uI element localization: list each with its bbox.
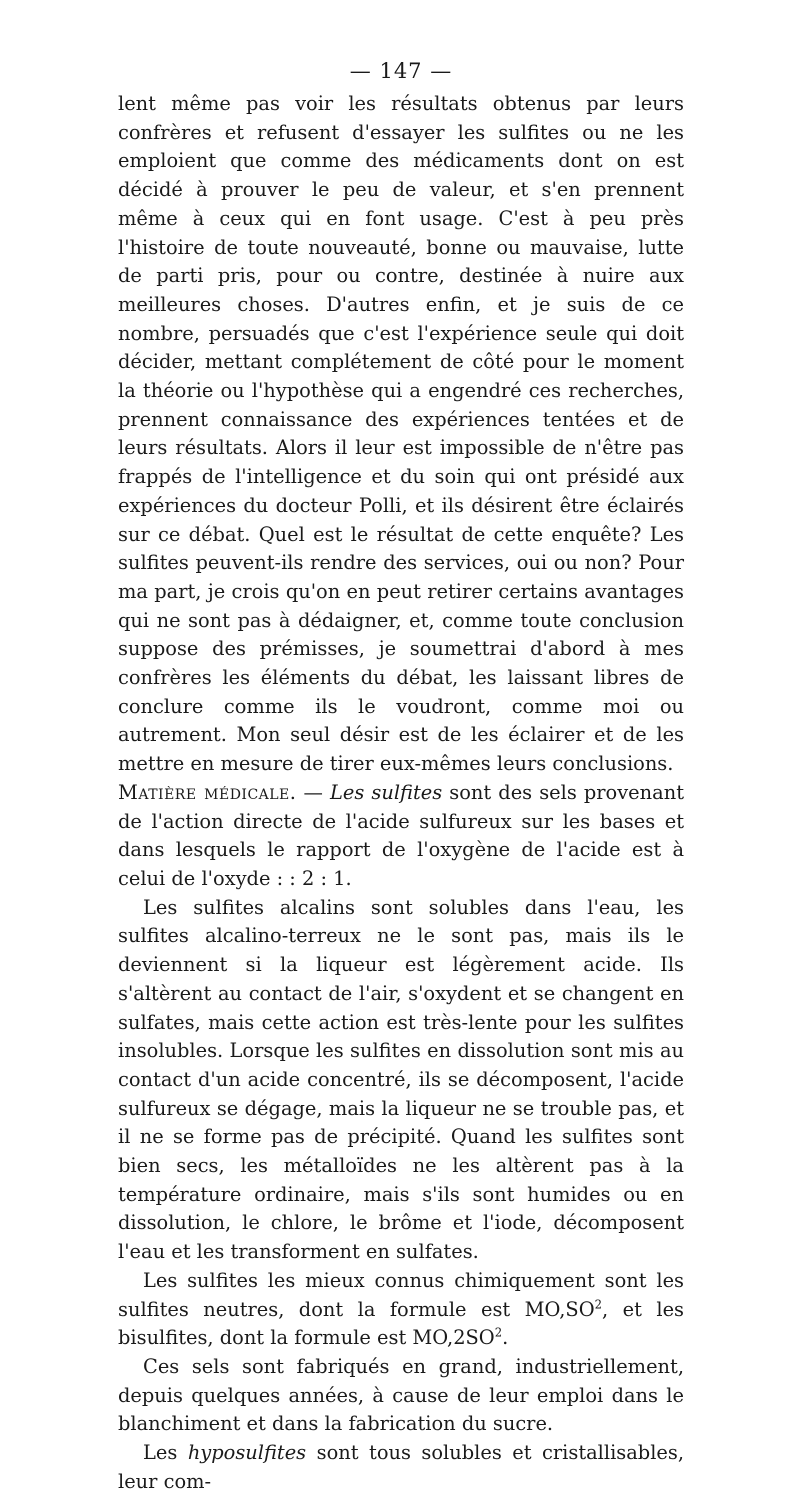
- paragraph-6-text-a: Les: [143, 1441, 188, 1465]
- paragraph-4-text-b: , et les bisulfites, dont la formule est MO,2SO: [118, 1297, 685, 1350]
- heading-dash: —: [296, 780, 331, 804]
- superscript-2: 2: [494, 1325, 503, 1340]
- paragraph-5: Ces sels sont fabriqués en grand, industriellement, depuis quelques années, à cause de leur emploi dans le blanchiment et dans la fabrication du sucre.: [118, 1354, 684, 1436]
- page-number: — 147 —: [349, 59, 453, 83]
- book-page: [118, 56, 684, 1496]
- paragraph-4: [118, 1267, 684, 1353]
- superscript-1: 2: [594, 1297, 603, 1312]
- section-heading: Matière médicale.: [118, 780, 297, 804]
- paragraph-2-text: sont des sels provenant de l'action directe de l'acide sulfureux sur les bases et dans lesquels le rapport de l'oxygène de l'acide est à celui de l'oxyde : : 2 : 1.: [118, 780, 684, 890]
- term-sulfites: Les sulfites: [330, 780, 443, 804]
- paragraph-4-text-a: Les sulfites les mieux connus chimiquement sont les sulfites neutres, dont la formule est MO,SO: [118, 1268, 684, 1321]
- term-hyposulfites: hyposulfites: [187, 1441, 307, 1465]
- paragraph-1: lent même pas voir les résultats obtenus par leurs confrères et refusent d'essayer les sulfites ou ne les emploient que comme des médicaments dont on est décidé à prouver le peu de valeur, et s'en prennent même à ceux qui en font usage. C'est à peu près l'histoire de toute nouveauté, bonne ou mauvaise, lutte de parti pris, pour ou contre, destinée à nuire aux meilleures choses. D'autres enfin, et je suis de ce nombre, persuadés que c'est l'expérience seule qui doit décider, mettant complétement de côté pour le moment la théorie ou l'hypothèse qui a engendré ces recherches, prennent connaissance des expériences tentées et de leurs résultats. Alors il leur est impossible de n'être pas frappés de l'intelligence et du soin qui ont présidé aux expériences du docteur Polli, et ils désirent être éclairés sur ce débat. Quel est le résultat de cette enquête? Les sulfites peuvent-ils rendre des services, oui ou non? Pour ma part, je crois qu'on en peut retirer certains avantages qui ne sont pas à dédaigner, et, comme toute conclusion suppose des prémisses, je soumettrai d'abord à mes confrères les éléments du débat, les laissant libres de conclure comme ils le voudront, comme moi ou autrement. Mon seul désir est de les éclairer et de les mettre en mesure de tirer eux-mêmes leurs conclusions.: [118, 92, 684, 776]
- paragraph-6-text-b: sont tous solubles et cristallisables, leur com-: [118, 1441, 685, 1493]
- paragraph-4-text-c: .: [502, 1326, 509, 1350]
- paragraph-2: [118, 779, 684, 894]
- paragraph-3: Les sulfites alcalins sont solubles dans l'eau, les sulfites alcalino-terreux ne le sont pas, mais ils le deviennent si la liqueur est légèrement acide. Ils s'altèrent au contact de l'air, s'oxydent et se changent en sulfates, mais cette action est très-lente pour les sulfites insolubles. Lorsque les sulfites en dissolution sont mis au contact d'un acide concentré, ils se décomposent, l'acide sulfureux se dégage, mais la liqueur ne se trouble pas, et il ne se forme pas de précipité. Quand les sulfites sont bien secs, les métalloïdes ne les altèrent pas à la température ordinaire, mais s'ils sont humides ou en dissolution, le chlore, le brôme et l'iode, décomposent l'eau et les transforment en sulfates.: [118, 895, 684, 1264]
- paragraph-6: [118, 1439, 684, 1496]
